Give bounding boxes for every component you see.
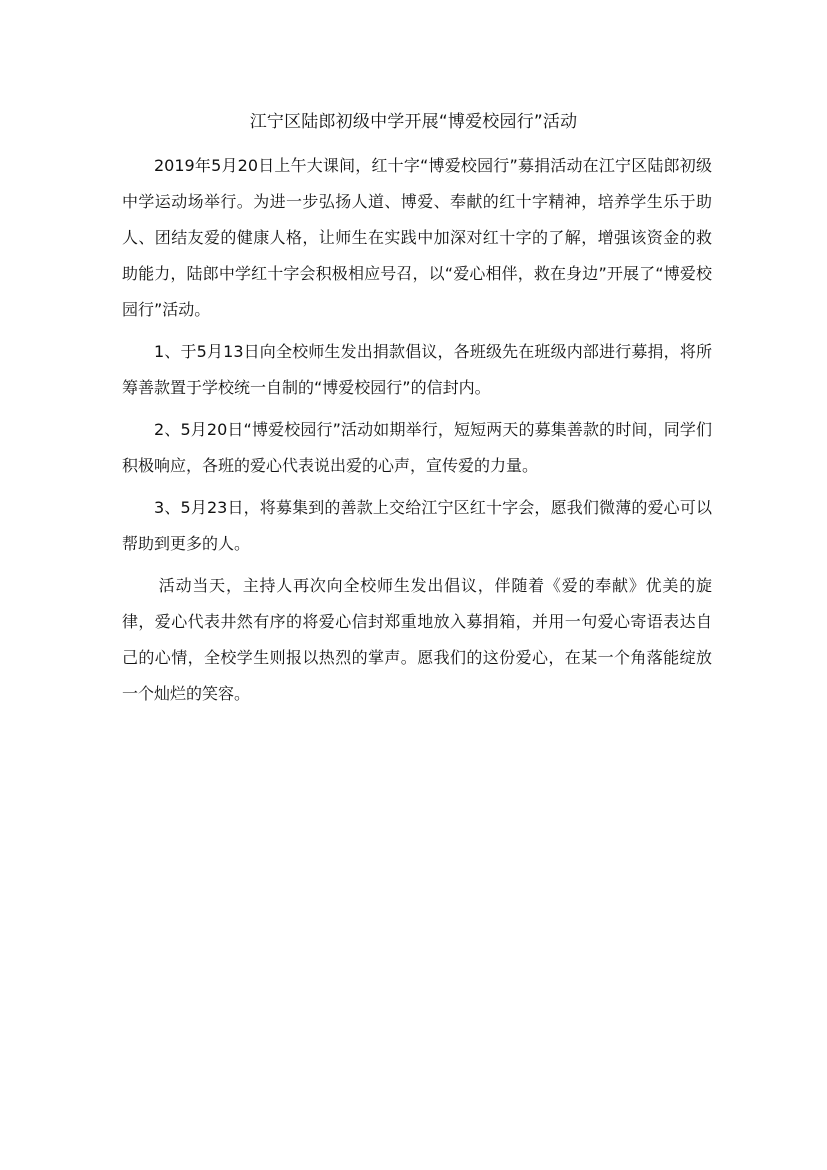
paragraph-intro: 2019年5月20日上午大课间，红十字“博爱校园行”募捐活动在江宁区陆郎初级中学运动场举行。为进一步弘扬人道、博爱、奉献的红十字精神，培养学生乐于助人、团结友爱的健康人格，让师生在实践中加深对红十字的了解，增强该资金的救助能力，陆郎中学红十字会积极相应号召，以“爱心相伴，救在身边”开展了“博爱校园行”活动。 [122, 156, 712, 319]
paragraph-item-3: 3、5月23日，将募集到的善款上交给江宁区红十字会，愿我们微薄的爱心可以帮助到更多的人。 [122, 498, 712, 553]
paragraph-item-2: 2、5月20日“博爱校园行”活动如期举行，短短两天的募集善款的时间，同学们积极响应，各班的爱心代表说出爱的心声，宣传爱的力量。 [122, 420, 712, 475]
paragraph-item-1: 1、于5月13日向全校师生发出捐款倡议，各班级先在班级内部进行募捐，将所筹善款置于学校统一自制的“博爱校园行”的信封内。 [122, 342, 712, 397]
document-body [122, 148, 712, 718]
document-title: 江宁区陆郎初级中学开展“博爱校园行”活动 [249, 112, 578, 132]
paragraph-closing: 活动当天，主持人再次向全校师生发出倡议，伴随着《爱的奉献》优美的旋律，爱心代表井然有序的将爱心信封郑重地放入募捐箱，并用一句爱心寄语表达自己的心情，全校学生则报以热烈的掌声。愿我们的这份爱心，在某一个角落能绽放一个灿烂的笑容。 [122, 576, 712, 703]
